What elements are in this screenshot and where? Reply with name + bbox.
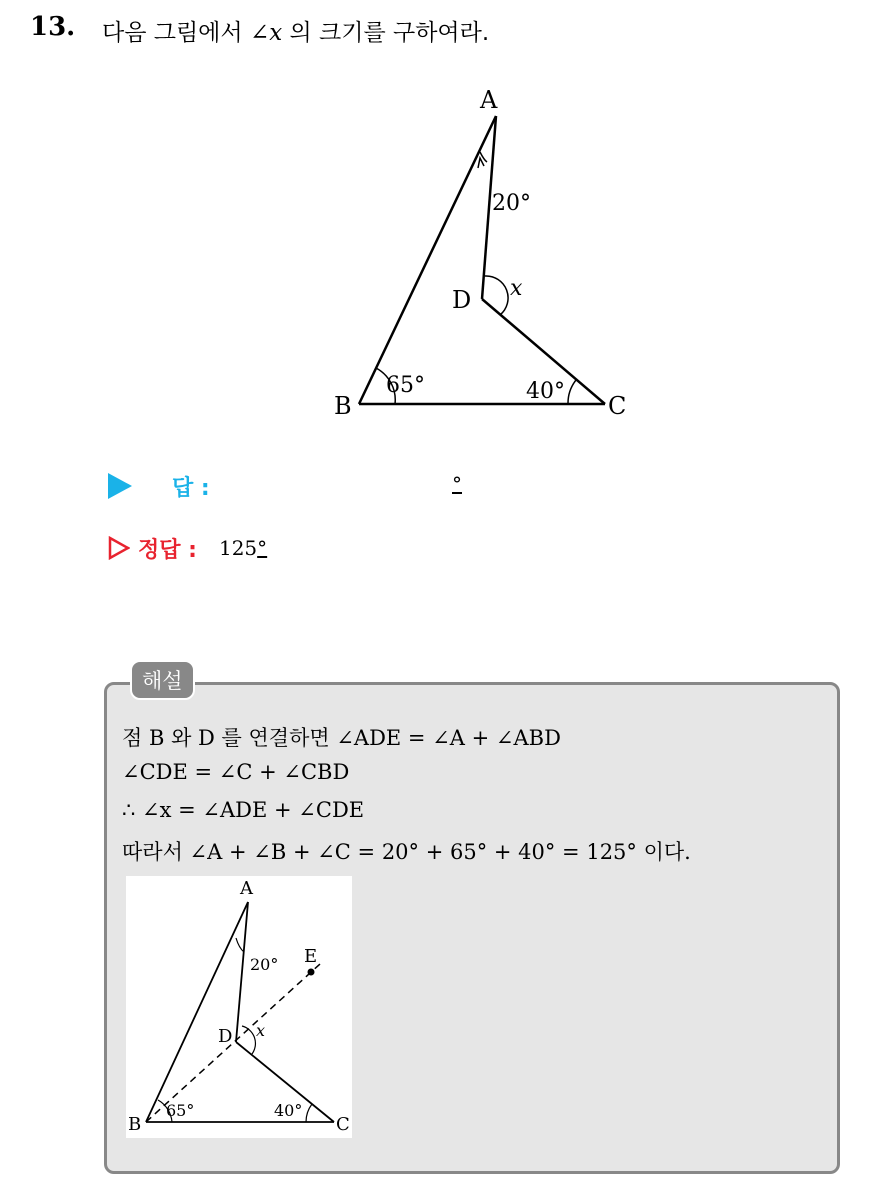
- solution-line-2: ∠CDE = ∠C + ∠CBD: [122, 760, 350, 784]
- label-b: B: [334, 392, 352, 420]
- sol-label-e: E: [304, 946, 318, 967]
- sol-label-b: B: [128, 1114, 142, 1135]
- label-a: A: [480, 86, 498, 114]
- answer-row: [108, 468, 462, 504]
- angle-label-d: x: [510, 276, 523, 301]
- angle-label-b: 65°: [386, 373, 425, 398]
- sol-angle-label-a: 20°: [250, 955, 279, 974]
- sol-label-d: D: [218, 1026, 233, 1047]
- label-d: D: [452, 286, 472, 314]
- answer-input[interactable]: °: [452, 472, 462, 496]
- sol-angle-label-b: 65°: [166, 1101, 195, 1120]
- answer-label: 답 :: [172, 475, 210, 501]
- point-e: [308, 969, 315, 976]
- solution-figure: [126, 876, 352, 1138]
- correct-answer-number: 125: [218, 536, 258, 560]
- sol-angle-label-d: x: [256, 1021, 266, 1040]
- angle-label-c: 40°: [526, 379, 565, 404]
- question-text-after: 의 크기를 구하여라.: [289, 20, 490, 46]
- question-text-before: 다음 그림에서: [102, 20, 243, 46]
- correct-answer-label: 정답 :: [138, 537, 197, 563]
- question-number: 13.: [30, 12, 76, 42]
- solution-tag: 해설: [130, 660, 195, 700]
- angle-arc-c: [568, 380, 576, 404]
- correct-answer-value: [219, 536, 267, 560]
- solution-line-4: 따라서 ∠A + ∠B + ∠C = 20° + 65° + 40° = 125° 이다.: [122, 840, 691, 864]
- correct-answer-row: [108, 530, 267, 566]
- solution-line-1: 점 B 와 D 를 연결하면 ∠ADE = ∠A + ∠ABD: [122, 726, 561, 750]
- sol-angle-label-c: 40°: [274, 1101, 303, 1120]
- sol-label-a: A: [240, 878, 253, 899]
- outline-triangle-icon: [108, 536, 130, 560]
- angle-arc-d: [485, 276, 508, 315]
- angle-label-a: 20°: [492, 191, 531, 216]
- triangle-figure: [320, 80, 640, 425]
- correct-answer-unit: °: [257, 536, 268, 560]
- angle-x: ∠x: [249, 20, 283, 46]
- play-icon: [108, 473, 132, 499]
- angle-arc-a-arrow: [478, 158, 484, 168]
- segment-ab: [359, 116, 496, 404]
- question-text: [102, 14, 489, 47]
- sol-label-c: C: [336, 1114, 350, 1135]
- solution-line-3: ∴ ∠x = ∠ADE + ∠CDE: [122, 798, 365, 822]
- label-c: C: [608, 392, 627, 420]
